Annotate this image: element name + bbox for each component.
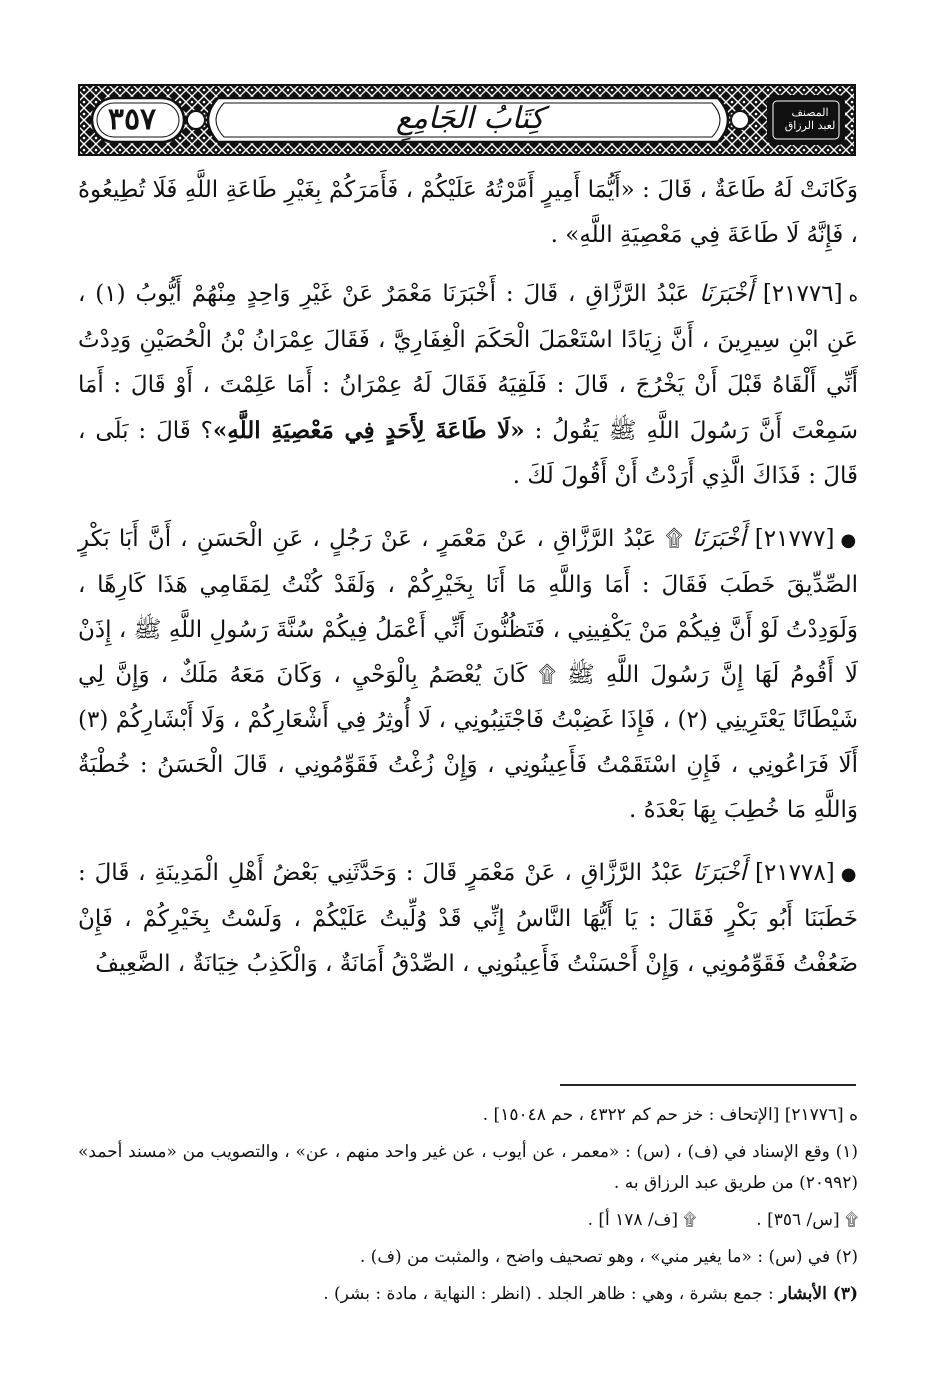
footnote-ithaf: ه [٢١٧٧٦] [الإتحاف : خز حم كم ٤٣٢٢ ، حم ١٥٠٤٨] . xyxy=(482,1105,858,1125)
main-text xyxy=(78,168,858,1005)
hadith-number: [٢١٧٧٨] xyxy=(755,860,835,886)
section-marker: ه xyxy=(848,285,859,306)
hadith-tail: ؟ قَالَ : بَلَى ، قَالَ : فَذَاكَ الَّذِي أَرَدْتُ أَنْ أَقُولَ لَكَ . xyxy=(78,418,858,489)
hadith-number: [٢١٧٧٧] xyxy=(754,526,835,552)
folio-ref-s: ۩ [س/ ٣٥٦] . xyxy=(756,1210,858,1230)
folio-ref-f: ۩ [ف/ ١٧٨ أ] . xyxy=(587,1210,697,1230)
paragraph-continued xyxy=(78,168,858,258)
hadith-text: ۩ عَبْدُ الرَّزَّاقِ ، عَنْ مَعْمَرٍ ، عَنْ رَجُلٍ ، عَنِ الْحَسَنِ ، أَنَّ أَبَا بَكْرٍ الصِّدِّيقَ خَطَبَ فَقَالَ : أَمَا وَاللَّهِ مَا أَنَا بِخَيْرِكُمْ ، وَلَقَدْ كُنْتُ لِمَقَامِي هَذَا كَارِهًا ، وَلَوَدِدْتُ لَوْ أَنَّ فِيكُمْ مَنْ يَكْفِينِي ، فَتَظُنُّونَ أَنِّي أَعْمَلُ فِيكُمْ سُنَّةَ رَسُولِ اللَّهِ ﷺ ، إِذَنْ لَا أَقُومُ لَهَا إِنَّ رَسُولَ اللَّهِ ﷺ ۩ كَانَ يُعْصَمُ بِالْوَحْيِ ، وَكَانَ مَعَهُ مَلَكٌ ، وَإِنَّ لِي شَيْطَانًا يَعْتَرِينِي (٢) ، فَإِذَا غَضِبْتُ فَاجْتَنِبُونِي ، لَا أُوثِرُ فِي أَشْعَارِكُمْ ، وَلَا أَبْشَارِكُمْ (٣) أَلَا فَرَاعُونِي ، فَإِنِ اسْتَقَمْتُ فَأَعِينُونِي ، وَإِنْ زُغْتُ فَقَوِّمُونِي ، قَالَ الْحَسَنُ : خُطْبَةٌ وَاللَّهِ مَا خُطِبَ بِهَا بَعْدَهُ . xyxy=(78,526,859,823)
hadith-text: عَبْدُ الرَّزَّاقِ ، قَالَ : أَخْبَرَنَا مَعْمَرٌ عَنْ غَيْرِ وَاحِدٍ مِنْهُمْ أَيُّوبُ (١) ، عَنِ ابْنِ سِيرِينَ ، أَنَّ زِيَادًا اسْتَعْمَلَ الْحَكَمَ الْغِفَارِيَّ ، فَقَالَ عِمْرَانُ بْنُ الْحُصَيْنِ وَدِدْتُ أَنِّي أَلْقَاهُ قَبْلَ أَنْ يَخْرُجَ ، قَالَ : فَلَقِيَهُ فَقَالَ لَهُ عِمْرَانُ : أَمَا عَلِمْتَ ، أَوْ قَالَ : أَمَا سَمِعْتَ أَنَّ رَسُولَ اللَّهِ ﷺ يَقُولُ : xyxy=(78,281,858,444)
paragraph-text: وَكَانَتْ لَهُ طَاعَةٌ ، قَالَ : «أَيُّمَا أَمِيرٍ أَمَّرْتُهُ عَلَيْكُمْ ، فَأَمَرَكُمْ بِغَيْرِ طَاعَةِ اللَّهِ فَلَا تُطِيعُوهُ ، فَإِنَّهُ لَا طَاعَةَ فِي مَعْصِيَةِ اللَّهِ» . xyxy=(78,177,858,248)
book-title: كِتَابُ الجَامِعِ xyxy=(395,100,545,136)
hadith-21776 xyxy=(78,272,858,499)
folio-refs xyxy=(78,1205,858,1236)
ikhbar-word: أَخْبَرَنَا xyxy=(699,281,753,307)
hadith-21777 xyxy=(78,517,858,833)
footnote-term: (٣) الأبشار xyxy=(779,1284,858,1304)
hadith-text: عَبْدُ الرَّزَّاقِ ، عَنْ مَعْمَرٍ قَالَ : وَحَدَّثَنِي بَعْضُ أَهْلِ الْمَدِينَةِ ، قَالَ : خَطَبَنَا أَبُو بَكْرٍ فَقَالَ : يَا أَيُّهَا النَّاسُ إِنِّي قَدْ وُلِّيتُ عَلَيْكُمْ ، وَلَسْتُ بِخَيْرِكُمْ ، فَإِنْ ضَعُفْتُ فَقَوِّمُونِي ، وَإِنْ أَحْسَنْتُ فَأَعِينُونِي ، الصِّدْقُ أَمَانَةٌ ، وَالْكَذِبُ خِيَانَةٌ ، الضَّعِيفُ xyxy=(78,860,858,977)
footnote-1: (١) وقع الإسناد في (ف) ، (س) : «معمر ، عن أيوب ، عن غير واحد منهم ، عن» ، والتصويب من «مسند أحمد» (٢٠٩٩٢) من طريق عبد الرزاق به . xyxy=(78,1142,858,1193)
ikhbar-word: أَخْبَرَنَا xyxy=(692,860,747,886)
footnotes xyxy=(78,1100,858,1316)
footnote-separator xyxy=(560,1084,856,1086)
hadith-21778 xyxy=(78,851,858,987)
bullet-marker: ● xyxy=(840,530,858,551)
page-number: ٣٥٧ xyxy=(107,101,157,137)
footnote-definition: : جمع بشرة ، وهي : ظاهر الجلد . (انظر : النهاية ، مادة : بشر) . xyxy=(323,1284,774,1304)
footnote-2: (٢) في (س) : «ما يغير مني» ، وهو تصحيف واضح ، والمثبت من (ف) . xyxy=(359,1247,858,1267)
logo-line-1: المصنف xyxy=(791,106,829,119)
footnote-3 xyxy=(78,1279,858,1310)
book-logo xyxy=(770,98,850,140)
hadith-number: [٢١٧٧٦] xyxy=(762,281,843,307)
bullet-marker: ● xyxy=(840,864,858,885)
ikhbar-word: أَخْبَرَنَا xyxy=(691,526,746,552)
hadith-quote: «لَا طَاعَةَ لِأَحَدٍ فِي مَعْصِيَةِ اللَّهِ» xyxy=(212,417,525,444)
logo-line-2: لعبد الرزاق xyxy=(784,119,836,132)
